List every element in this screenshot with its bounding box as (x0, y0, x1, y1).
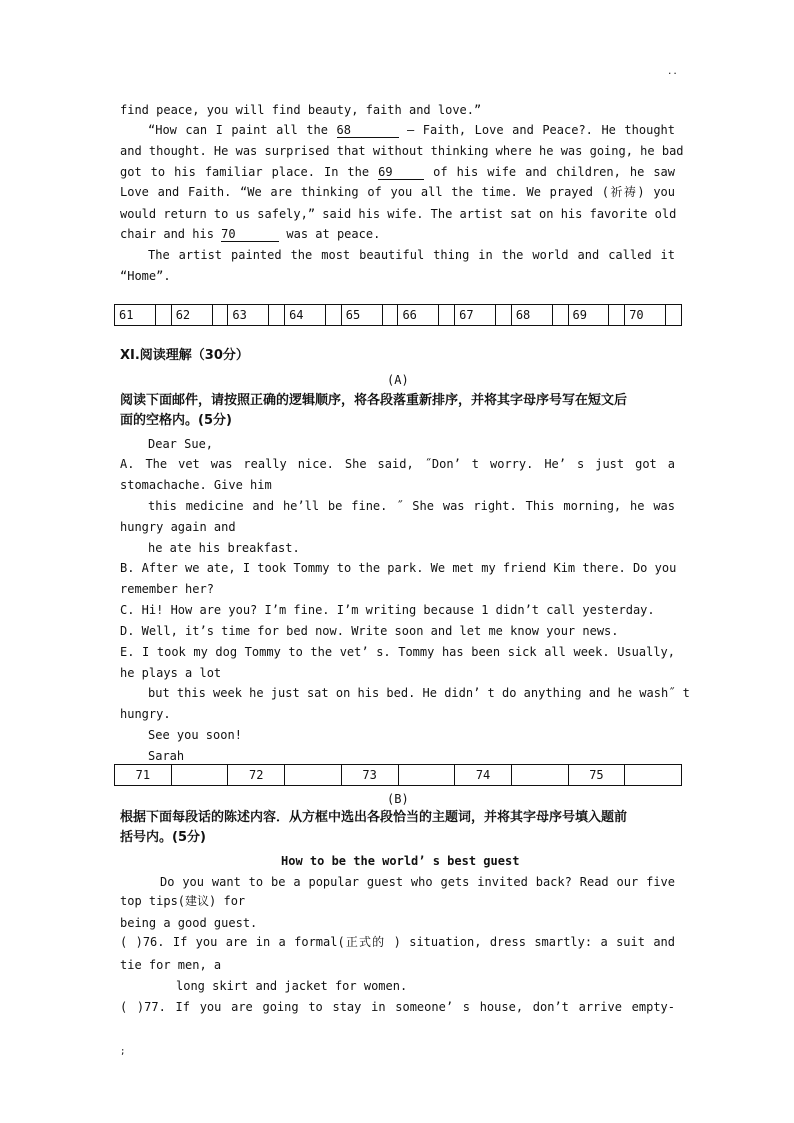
paragraph-b: remember her? (120, 582, 214, 596)
page-mark-top: .. (667, 67, 678, 77)
answer-number: 62 (171, 305, 212, 326)
letter-greeting: Dear Sue, (148, 437, 214, 451)
answer-number: 72 (228, 765, 285, 786)
answer-number: 75 (568, 765, 625, 786)
section-title: XI.阅读理解（30分） (120, 348, 249, 363)
letter-closing: See you soon! (148, 728, 242, 742)
question-76: ( )76. If you are in a formal(正式的 ) situation, dress smartly: a suit and (120, 935, 675, 949)
answer-cell[interactable] (326, 305, 342, 326)
paragraph-e: E. I took my dog Tommy to the vet’ s. Tommy has been sick all week. Usually, (120, 645, 675, 659)
answer-cell[interactable] (511, 765, 568, 786)
answer-number: 61 (115, 305, 156, 326)
part-b-label: (B) (387, 792, 409, 806)
passage-line: and thought. He was surprised that without thinking where he was going, he bad (120, 144, 684, 158)
paragraph-e: he plays a lot (120, 666, 222, 680)
answer-number: 69 (568, 305, 609, 326)
answer-cell[interactable] (625, 765, 682, 786)
answer-cell[interactable] (666, 305, 682, 326)
paragraph-b: B. After we ate, I took Tommy to the park. We met my friend Kim there. Do you (120, 561, 677, 575)
passage-line: Love and Faith. “We are thinking of you all the time. We prayed (祈祷) you (120, 185, 675, 199)
page-mark-bottom: ; (120, 1047, 126, 1057)
paragraph-e: but this week he just sat on his bed. He didn’ t do anything and he wash˝ t (148, 686, 690, 700)
blank-70: 70 (221, 228, 279, 242)
question-77: ( )77. If you are going to stay in someone’ s house, don’t arrive empty- (120, 1000, 675, 1014)
passage-line: got to his familiar place. In the 69 of his wife and children, he saw (120, 165, 675, 179)
answer-cell[interactable] (496, 305, 512, 326)
answer-cell[interactable] (609, 305, 625, 326)
answer-table-71-75 (114, 764, 682, 786)
passage-title: How to be the world’ s best guest (281, 854, 520, 868)
blank-69: 69 (378, 166, 424, 180)
answer-number: 74 (455, 765, 512, 786)
answer-number: 63 (228, 305, 269, 326)
part-b-instruction: 根据下面每段话的陈述内容．从方框中选出各段恰当的主题词，并将其字母序号填入题前 (120, 810, 628, 825)
paragraph-a: he ate his breakfast. (148, 541, 300, 555)
answer-number: 64 (285, 305, 326, 326)
answer-cell[interactable] (212, 305, 228, 326)
answer-number: 73 (341, 765, 398, 786)
answer-cell[interactable] (398, 765, 455, 786)
intro-line: Do you want to be a popular guest who gets invited back? Read our five (160, 875, 675, 889)
paragraph-e: hungry. (120, 707, 171, 721)
answer-table-61-70 (114, 304, 682, 326)
answer-cell[interactable] (171, 765, 228, 786)
intro-line: top tips(建议) for (120, 894, 246, 908)
answer-cell[interactable] (439, 305, 455, 326)
answer-number: 70 (625, 305, 666, 326)
paragraph-a: hungry again and (120, 520, 236, 534)
passage-line: The artist painted the most beautiful thing in the world and called it (148, 248, 675, 262)
paragraph-d: D. Well, it’s time for bed now. Write soon and let me know your news. (120, 624, 619, 638)
paragraph-a: this medicine and he’ll be fine. ˝ She was right. This morning, he was (148, 499, 675, 513)
passage-line: find peace, you will find beauty, faith and love.” (120, 103, 482, 117)
part-b-instruction: 括号内。(5分) (120, 830, 206, 845)
part-a-instruction: 面的空格内。(5分) (120, 413, 232, 428)
answer-number: 68 (511, 305, 552, 326)
passage-line: would return to us safely,” said his wife. The artist sat on his favorite old (120, 207, 677, 221)
answer-number: 66 (398, 305, 439, 326)
answer-number: 71 (115, 765, 172, 786)
passage-line: “Home”. (120, 269, 171, 283)
answer-cell[interactable] (155, 305, 171, 326)
answer-cell[interactable] (552, 305, 568, 326)
answer-cell[interactable] (285, 765, 342, 786)
answer-cell[interactable] (269, 305, 285, 326)
question-76: tie for men, a (120, 958, 222, 972)
answer-number: 65 (341, 305, 382, 326)
paragraph-c: C. Hi! How are you? I’m fine. I’m writing because 1 didn’t call yesterday. (120, 603, 655, 617)
paragraph-a: A. The vet was really nice. She said, ˝Don’ t worry. He’ s just got a (120, 457, 675, 471)
passage-line: “How can I paint all the 68 — Faith, Love and Peace?. He thought (148, 123, 675, 137)
answer-cell[interactable] (382, 305, 398, 326)
letter-signature: Sarah (148, 749, 185, 763)
answer-number: 67 (455, 305, 496, 326)
paragraph-a: stomachache. Give him (120, 478, 272, 492)
part-a-instruction: 阅读下面邮件，请按照正确的逻辑顺序，将各段落重新排序，并将其字母序号写在短文后 (120, 393, 628, 408)
intro-line: being a good guest. (120, 916, 258, 930)
blank-68: 68 (337, 124, 399, 138)
part-a-label: (A) (387, 373, 409, 387)
question-76: long skirt and jacket for women. (176, 979, 408, 993)
passage-line: chair and his 70 was at peace. (120, 227, 381, 241)
